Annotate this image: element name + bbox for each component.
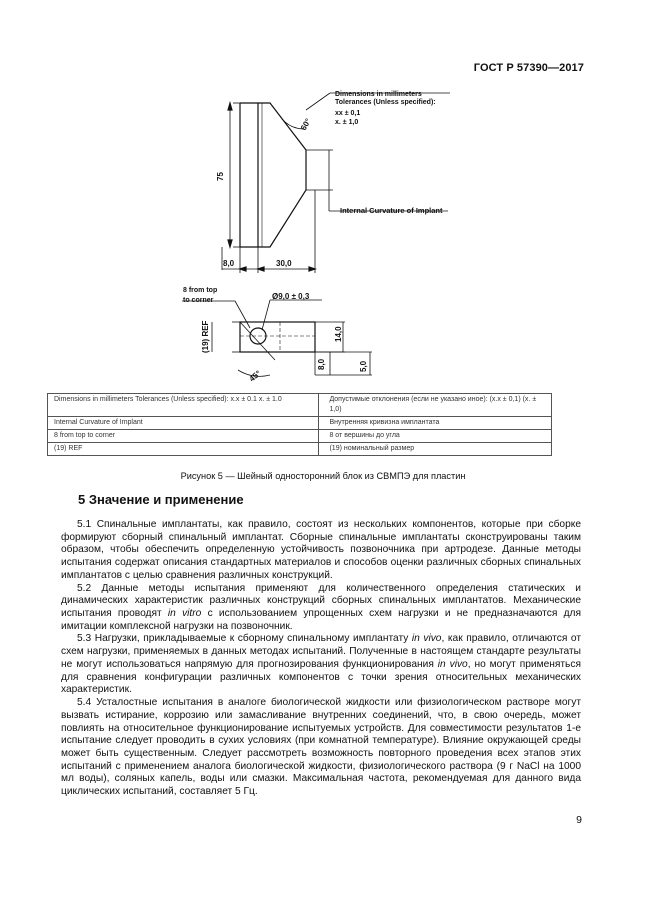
height-14-label: 14,0	[334, 326, 343, 342]
legend-ru-cell: Внутренняя кривизна имплантата	[319, 417, 552, 430]
paragraph-5-4: 5.4 Усталостные испытания в аналоге биологической жидкости или физиологическом растворе могут вызвать истирание, коррозию или замасливание внутренних соединений, что, в свою очередь, может повлиять на относительное функционирование испытуемых устройств. Для совместимости результатов 1-е испытание следует проводить в сухих условиях (при комнатной температуре). Влияние окружающей среды может быть существенным. Следует рассмотреть возможность повторного проведения всех этапов этих испытаний с применением аналога биологической жидкости, физиологического раствора (9 г NaCl на 1000 мл воды), соляных капель, воды или смазки. Максимальная частота, рекомендуемая для данного вида циклических испытаний, составляет 5 Гц.	[61, 697, 581, 798]
paragraph-5-3: 5.3 Нагрузки, прикладываемые к сборному спинальному имплантату in vivo, как правило, отличаются от схем нагрузки, применяемых в данных методах испытаний. Полученные в настоящем стандарте результаты не могут использоваться напрямую для прогнозирования функционирования in vivo, но могут применяться для сравнения конфигурации различных компонентов с точки зрения относительных механических характеристик.	[61, 633, 581, 696]
legend-en-cell: Internal Curvature of Implant	[48, 417, 319, 430]
legend-row	[48, 394, 552, 417]
from-top-line-2: to corner	[183, 297, 214, 304]
legend-table	[47, 393, 552, 456]
bottom-8-label: 8,0	[317, 358, 326, 370]
legend-ru-cell: 8 от вершины до угла	[319, 430, 552, 443]
hole-diameter-label: Ø9,0 ± 0,3	[272, 292, 310, 301]
section-view-outline	[240, 322, 315, 352]
curvature-label: Internal Curvature of Implant	[340, 206, 443, 215]
note-line-1: Dimensions in millimeters	[335, 91, 422, 98]
paragraph-5-1: 5.1 Спинальные имплантаты, как правило, состоят из нескольких компонентов, которые при сборке формируют сборный спинальный имплантат. Сборные спинальные имплантаты сконструированы таким образом, чтобы обеспечить определенную устойчивость позвоночника при артродезе. Данные методы испытания содержат описания стандартных материалов и способов оценки различных сборных спинальных имплантатов с целью сравнения различных конструкций.	[61, 519, 581, 581]
legend-en-cell: Dimensions in millimeters Tolerances (Unless specified): x.x ± 0.1 x. ± 1.0	[48, 394, 319, 417]
width-30-label: 30,0	[276, 259, 292, 268]
width-8-label: 8,0	[223, 259, 235, 268]
note-line-3: xx ± 0,1	[335, 110, 361, 117]
angle-45-label: 45°	[247, 368, 263, 384]
legend-ru-cell: Допустимые отклонения (если не указано иное): (x.x ± 0,1) (x. ± 1,0)	[319, 394, 552, 417]
legend-en-cell: (19) REF	[48, 443, 319, 456]
note-line-4: x. ± 1,0	[335, 119, 359, 126]
height-75-label: 75	[216, 172, 225, 181]
body-text	[61, 519, 581, 799]
legend-row	[48, 430, 552, 443]
legend-en-cell: 8 from top to corner	[48, 430, 319, 443]
paragraph-5-2: 5.2 Данные методы испытания применяют для количественного определения статических и динамических характеристик различных конструкций сборных спинальных имплантатов. Механические испытания проводят in vitro с использованием упрощенных схем нагрузки и не предназначаются для имитации комплексной нагрузки на позвоночник.	[61, 582, 581, 632]
technical-drawing	[0, 0, 646, 390]
from-top-line-1: 8 from top	[183, 287, 218, 294]
note-line-2: Tolerances (Unless specified):	[335, 99, 436, 106]
drawing-svg	[0, 0, 646, 390]
standard-number: ГОСТ Р 57390—2017	[473, 62, 584, 74]
bottom-5-label: 5,0	[359, 360, 368, 372]
legend-row	[48, 417, 552, 430]
legend-row	[48, 443, 552, 456]
section-title: 5 Значение и применение	[78, 492, 244, 507]
page-number: 9	[576, 814, 582, 826]
angle-60-label: 60°	[298, 117, 313, 132]
ref-19-label: (19) REF	[201, 320, 210, 353]
side-view-outline	[240, 103, 306, 247]
legend-ru-cell: (19) номинальный размер	[319, 443, 552, 456]
figure-caption: Рисунок 5 — Шейный односторонний блок из СВМПЭ для пластин	[180, 471, 466, 481]
